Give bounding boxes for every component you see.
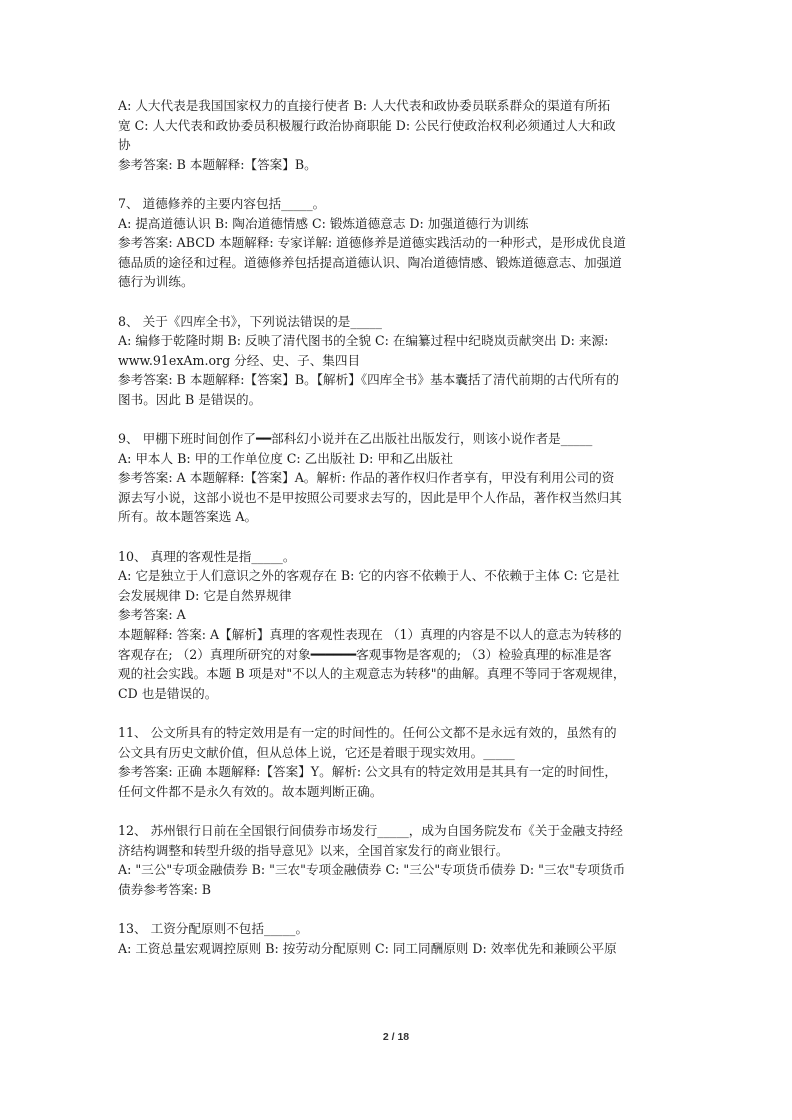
paragraph-gap xyxy=(118,899,680,919)
text-line: 债券参考答案: B xyxy=(118,881,212,897)
question-block-q11 xyxy=(118,723,680,801)
text-line: A: 甲本人 B: 甲的工作单位度 C: 乙出版社 D: 甲和乙出版社 xyxy=(118,450,453,466)
text-line: 公文具有历史文献价值，但从总体上说，它还是着眼于现实效用。_____ xyxy=(118,744,515,760)
text-line: 所有。故本题答案选 A。 xyxy=(118,509,258,525)
text-line: 参考答案: A xyxy=(118,607,186,623)
text-line: 9、 甲棚下班时间创作了━━部科幻小说并在乙出版社出版发行，则该小说作者是_____ xyxy=(118,431,593,447)
text-line: 参考答案: A 本题解释:【答案】A。解析: 作品的著作权归作者享有，甲没有利用公司的资 xyxy=(118,470,615,486)
text-line: 8、 关于《四库全书》，下列说法错误的是_____ xyxy=(118,313,382,329)
paragraph-gap xyxy=(118,527,680,547)
text-line: 参考答案: ABCD 本题解释: 专家详解: 道德修养是道德实践活动的一种形式，是形成优良道 xyxy=(118,235,626,251)
text-line: 德行为训练。 xyxy=(118,274,194,290)
text-line: 观的社会实践。本题 B 项是对"不以人的主观意志为转移"的曲解。真理不等同于客观规律， xyxy=(118,666,626,682)
text-line: 参考答案: B 本题解释:【答案】B。 xyxy=(118,156,317,172)
text-line: 7、 道德修养的主要内容包括_____。 xyxy=(118,195,326,211)
question-block-q12 xyxy=(118,821,680,899)
text-line: A: 工资总量宏观调控原则 B: 按劳动分配原则 C: 同工同酬原则 D: 效率优先和兼顾公平原 xyxy=(118,940,617,956)
paragraph-gap xyxy=(118,703,680,723)
text-line: 会发展规律 D: 它是自然界规律 xyxy=(118,587,292,603)
text-line: 协 xyxy=(118,137,131,153)
question-block-q6-tail xyxy=(118,96,680,174)
text-line: 参考答案: B 本题解释:【答案】B。【解析】《四库全书》基本囊括了清代前期的古代所有的 xyxy=(118,372,619,388)
text-line: 图书。因此 B 是错误的。 xyxy=(118,391,262,407)
question-block-q13 xyxy=(118,919,680,958)
question-block-q9 xyxy=(118,429,680,527)
question-block-q8 xyxy=(118,312,680,410)
text-line: A: "三公"专项金融债券 B: "三农"专项金融债券 C: "三公"专项货币债券 D: "三农"专项货币 xyxy=(118,862,626,878)
text-line: 13、 工资分配原则不包括_____。 xyxy=(118,920,309,936)
paragraph-gap xyxy=(118,801,680,821)
text-line: 德品质的途径和过程。道德修养包括提高道德认识、陶冶道德情感、锻炼道德意志、加强道 xyxy=(118,254,622,270)
question-block-q10 xyxy=(118,547,680,704)
text-line: A: 编修于乾隆时期 B: 反映了清代图书的全貌 C: 在编纂过程中纪晓岚贡献突出 D: 来源: xyxy=(118,333,609,349)
text-line: 11、 公文所具有的特定效用是有一定的时间性的。任何公文都不是永远有效的，虽然有的 xyxy=(118,725,617,740)
text-line: 12、 苏州银行日前在全国银行间债券市场发行_____，成为自国务院发布《关于金融支持经 xyxy=(118,822,623,838)
text-line: 宽 C: 人大代表和政协委员积极履行政治协商职能 D: 公民行使政治权利必须通过人大和政 xyxy=(118,117,616,133)
text-line: A: 提高道德认识 B: 陶冶道德情感 C: 锻炼道德意志 D: 加强道德行为训练 xyxy=(118,215,529,231)
text-line: 参考答案: 正确 本题解释:【答案】Y。解析: 公文具有的特定效用是其具有一定的时间性， xyxy=(118,764,618,780)
paragraph-gap xyxy=(118,292,680,312)
paragraph-gap xyxy=(118,174,680,194)
page-number: 2 / 18 xyxy=(382,1031,410,1043)
text-line: A: 它是独立于人们意识之外的客观存在 B: 它的内容不依赖于人、不依赖于主体 C: 它是社 xyxy=(118,568,620,584)
text-line: 济结构调整和转型升级的指导意见》以来，全国首家发行的商业银行。 xyxy=(118,842,509,858)
text-line: 10、 真理的客观性是指_____。 xyxy=(118,548,296,564)
text-line: 客观存在; （2）真理所研究的对象━━━━━━客观事物是客观的; （3）检验真理的标准是客 xyxy=(118,646,612,662)
paragraph-gap xyxy=(118,410,680,430)
document-body xyxy=(118,96,680,958)
text-line: A: 人大代表是我国国家权力的直接行使者 B: 人大代表和政协委员联系群众的渠道有所拓 xyxy=(118,98,611,113)
text-line: CD 也是错误的。 xyxy=(118,685,218,701)
text-line: 本题解释: 答案: A【解析】真理的客观性表现在 （1）真理的内容是不以人的意志为转移的 xyxy=(118,627,622,643)
text-line: www.91exAm.org 分经、史、子、集四目 xyxy=(118,352,361,368)
question-block-q7 xyxy=(118,194,680,292)
text-line: 任何文件都不是永久有效的。故本题判断正确。 xyxy=(118,783,383,799)
text-line: 源去写小说，这部小说也不是甲按照公司要求去写的，因此是甲个人作品，著作权当然归其 xyxy=(118,489,622,505)
